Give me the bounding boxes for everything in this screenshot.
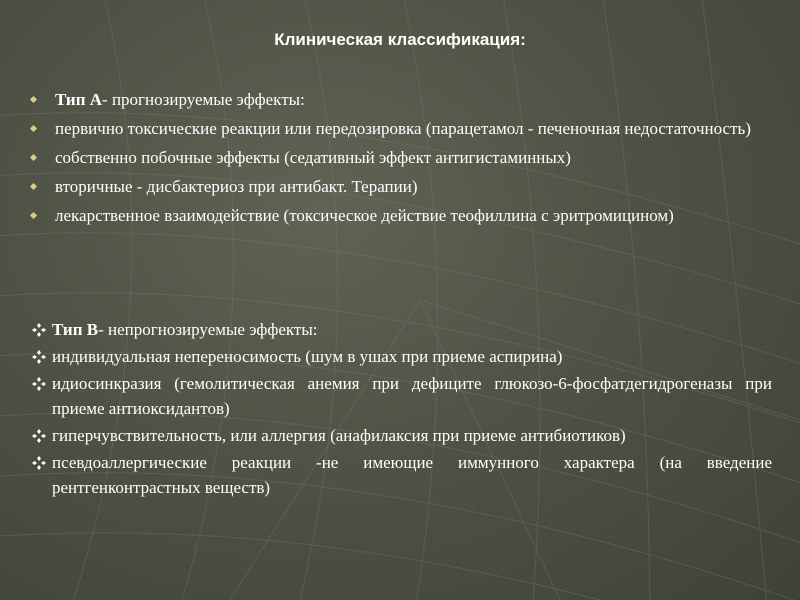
type-a-label: Тип А bbox=[55, 90, 103, 109]
four-diamond-bullet-icon bbox=[32, 323, 46, 337]
type-b-label: Тип В bbox=[52, 320, 99, 339]
four-diamond-bullet-icon bbox=[32, 350, 46, 364]
slide-title: Клиническая классификация: bbox=[274, 30, 526, 49]
type-a-section bbox=[30, 87, 772, 232]
list-item-text: гиперчувствительность, или аллергия (анафилаксия при приеме антибиотиков) bbox=[52, 426, 626, 445]
diamond-bullet-icon bbox=[30, 154, 37, 161]
list-item-text: собственно побочные эффекты (седативный эффект антигистаминных) bbox=[55, 148, 571, 167]
list-item-text: идиосинкразия (гемолитическая анемия при дефиците глюкозо-6-фосфатдегидрогеназы при приеме антиоксидантов) bbox=[52, 374, 772, 418]
list-item-text: псевдоаллергические реакции -не имеющие иммунного характера (на введение рентгенконтрастных веществ) bbox=[52, 453, 772, 497]
type-b-section bbox=[30, 317, 772, 502]
list-item-text: вторичные - дисбактериоз при антибакт. Терапии) bbox=[55, 177, 418, 196]
list-item bbox=[30, 145, 772, 170]
list-item-text: первично токсические реакции или передозировка (парацетамол - печеночная недостаточность) bbox=[55, 119, 751, 138]
diamond-bullet-icon bbox=[30, 125, 37, 132]
list-item bbox=[30, 174, 772, 199]
four-diamond-bullet-icon bbox=[32, 456, 46, 470]
list-item bbox=[30, 371, 772, 421]
diamond-bullet-icon bbox=[30, 183, 37, 190]
list-item-text: индивидуальная непереносимость (шум в ушах при приеме аспирина) bbox=[52, 347, 563, 366]
list-item bbox=[30, 344, 772, 369]
diamond-bullet-icon bbox=[30, 96, 37, 103]
list-item bbox=[30, 450, 772, 500]
four-diamond-bullet-icon bbox=[32, 377, 46, 391]
four-diamond-bullet-icon bbox=[32, 429, 46, 443]
type-a-heading: - прогнозируемые эффекты: bbox=[102, 90, 305, 109]
list-item bbox=[30, 87, 772, 112]
list-item bbox=[30, 317, 772, 342]
type-b-heading: - непрогнозируемые эффекты: bbox=[98, 320, 318, 339]
diamond-bullet-icon bbox=[30, 212, 37, 219]
list-item bbox=[30, 116, 772, 141]
list-item bbox=[30, 423, 772, 448]
list-item-text: лекарственное взаимодействие (токсическое действие теофиллина с эритромицином) bbox=[55, 206, 674, 225]
list-item bbox=[30, 203, 772, 228]
